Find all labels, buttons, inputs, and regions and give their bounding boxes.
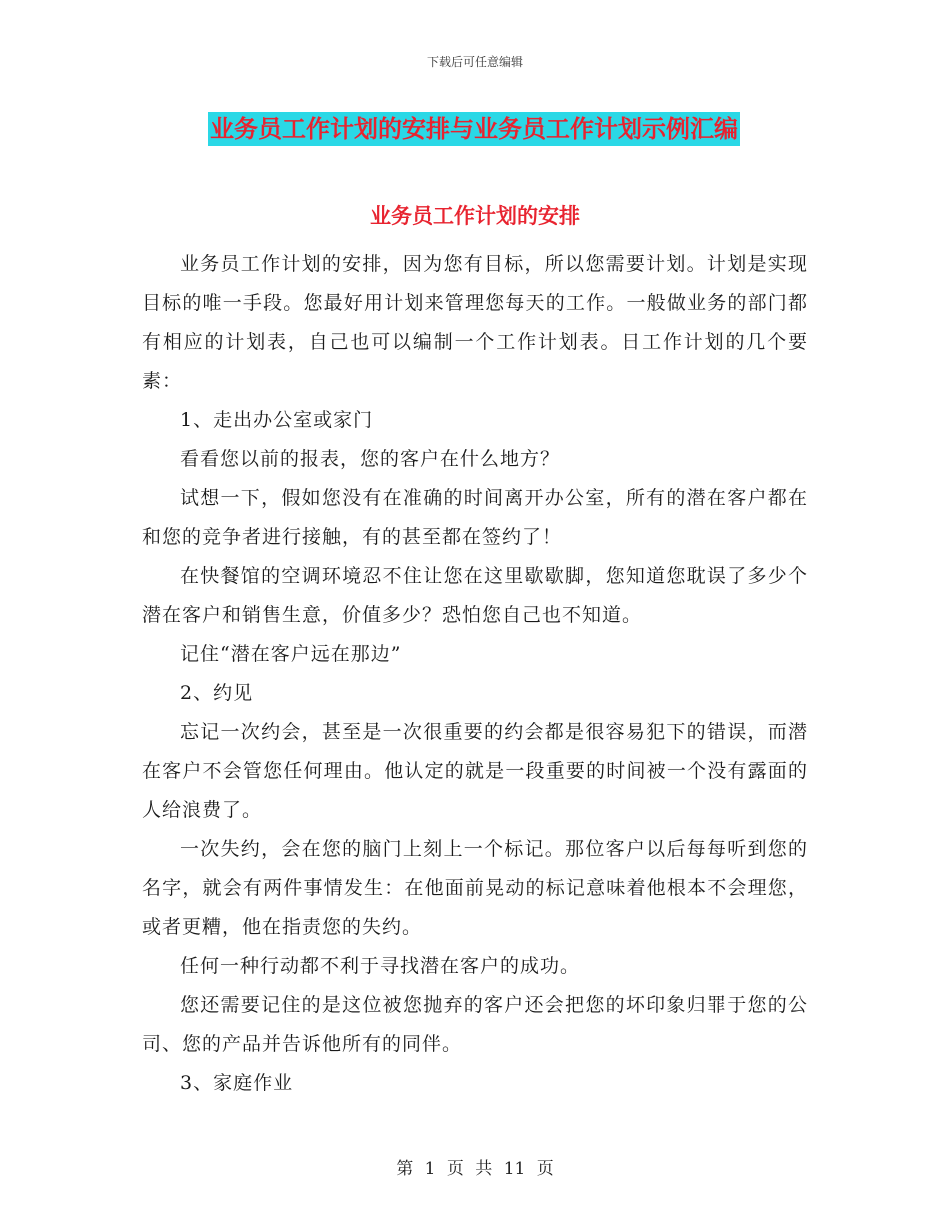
header-note: 下载后可任意编辑 — [426, 55, 523, 69]
paragraph: 忘记一次约会，甚至是一次很重要的约会都是很容易犯下的错误，而潜在客户不会管您任何理由。他认定的就是一段重要的时间被一个没有露面的人给浪费了。 — [142, 721, 808, 821]
paragraph: 您还需要记住的是这位被您抛弃的客户还会把您的坏印象归罪于您的公司、您的产品并告诉他所有的同伴。 — [142, 994, 808, 1055]
paragraph: 试想一下，假如您没有在准确的时间离开办公室，所有的潜在客户都在和您的竞争者进行接触，有的甚至都在签约了！ — [142, 487, 808, 548]
paragraph: 3、家庭作业 — [180, 1072, 294, 1094]
page-number: 第 1 页 共 11 页 — [396, 1159, 554, 1179]
section-title: 业务员工作计划的安排 — [370, 204, 580, 228]
paragraph: 一次失约，会在您的脑门上刻上一个标记。那位客户以后每每听到您的名字，就会有两件事情发生：在他面前晃动的标记意味着他根本不会理您，或者更糟，他在指责您的失约。 — [142, 838, 808, 938]
paragraph: 1、走出办公室或家门 — [180, 409, 374, 431]
paragraph: 任何一种行动都不利于寻找潜在客户的成功。 — [180, 955, 581, 977]
document-body — [142, 245, 808, 1103]
paragraph: 业务员工作计划的安排，因为您有目标，所以您需要计划。计划是实现目标的唯一手段。您最好用计划来管理您每天的工作。一般做业务的部门都有相应的计划表，自己也可以编制一个工作计划表。日工作计划的几个要素： — [142, 253, 808, 392]
document-title: 业务员工作计划的安排与业务员工作计划示例汇编 — [208, 112, 740, 146]
paragraph: 2、约见 — [180, 682, 254, 704]
paragraph: 记住“潜在客户远在那边” — [180, 643, 402, 665]
paragraph: 在快餐馆的空调环境忍不住让您在这里歇歇脚，您知道您耽误了多少个潜在客户和销售生意，价值多少？恐怕您自己也不知道。 — [142, 565, 808, 626]
paragraph: 看看您以前的报表，您的客户在什么地方？ — [180, 448, 561, 470]
